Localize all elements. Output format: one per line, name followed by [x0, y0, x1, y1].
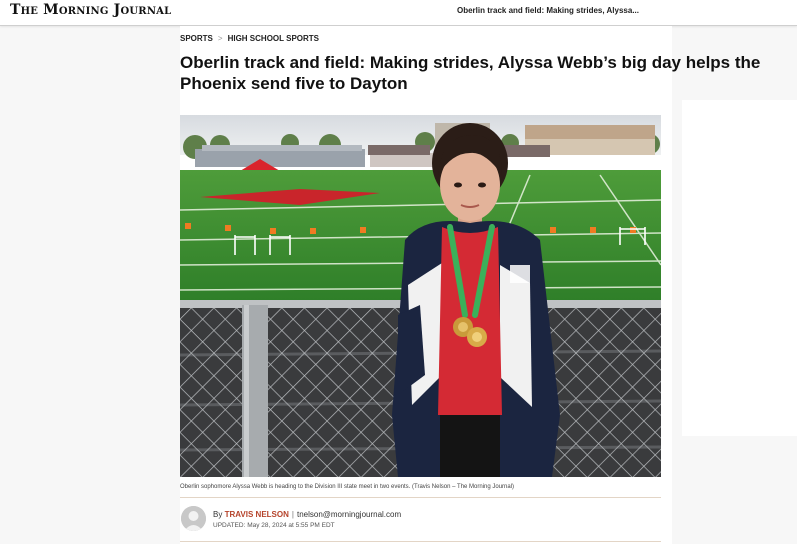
breadcrumb-high-school-sports[interactable]: HIGH SCHOOL SPORTS [227, 34, 319, 43]
breadcrumb-sports[interactable]: SPORTS [180, 34, 213, 43]
chevron-right-icon: > [217, 34, 223, 43]
right-sidebar [682, 100, 797, 436]
article [180, 26, 761, 544]
top-bar [0, 0, 797, 26]
divider [180, 497, 661, 498]
byline-divider: | [291, 510, 294, 519]
photo-caption: Oberlin sophomore Alyssa Webb is heading to the Division III state meet in two events. (Travis Nelson – The Morning Journal) [180, 484, 515, 490]
athlete-photo [180, 115, 661, 477]
article-photo[interactable] [180, 115, 661, 477]
sticky-headline: Oberlin track and field: Making strides, Alyssa... [457, 6, 639, 15]
breadcrumb [180, 34, 319, 43]
byline [213, 510, 401, 519]
author-email-link[interactable]: tnelson@morningjournal.com [296, 510, 402, 519]
site-logo[interactable]: The Morning Journal [10, 2, 172, 18]
updated-timestamp: UPDATED: May 28, 2024 at 5:55 PM EDT [213, 522, 335, 529]
byline-prefix: By [213, 510, 223, 519]
author-link[interactable]: TRAVIS NELSON [224, 510, 289, 519]
article-headline: Oberlin track and field: Making strides, Alyssa Webb’s big day helps the Phoenix send five to Dayton [180, 53, 761, 93]
divider [180, 541, 661, 542]
user-avatar-icon[interactable] [181, 506, 206, 531]
